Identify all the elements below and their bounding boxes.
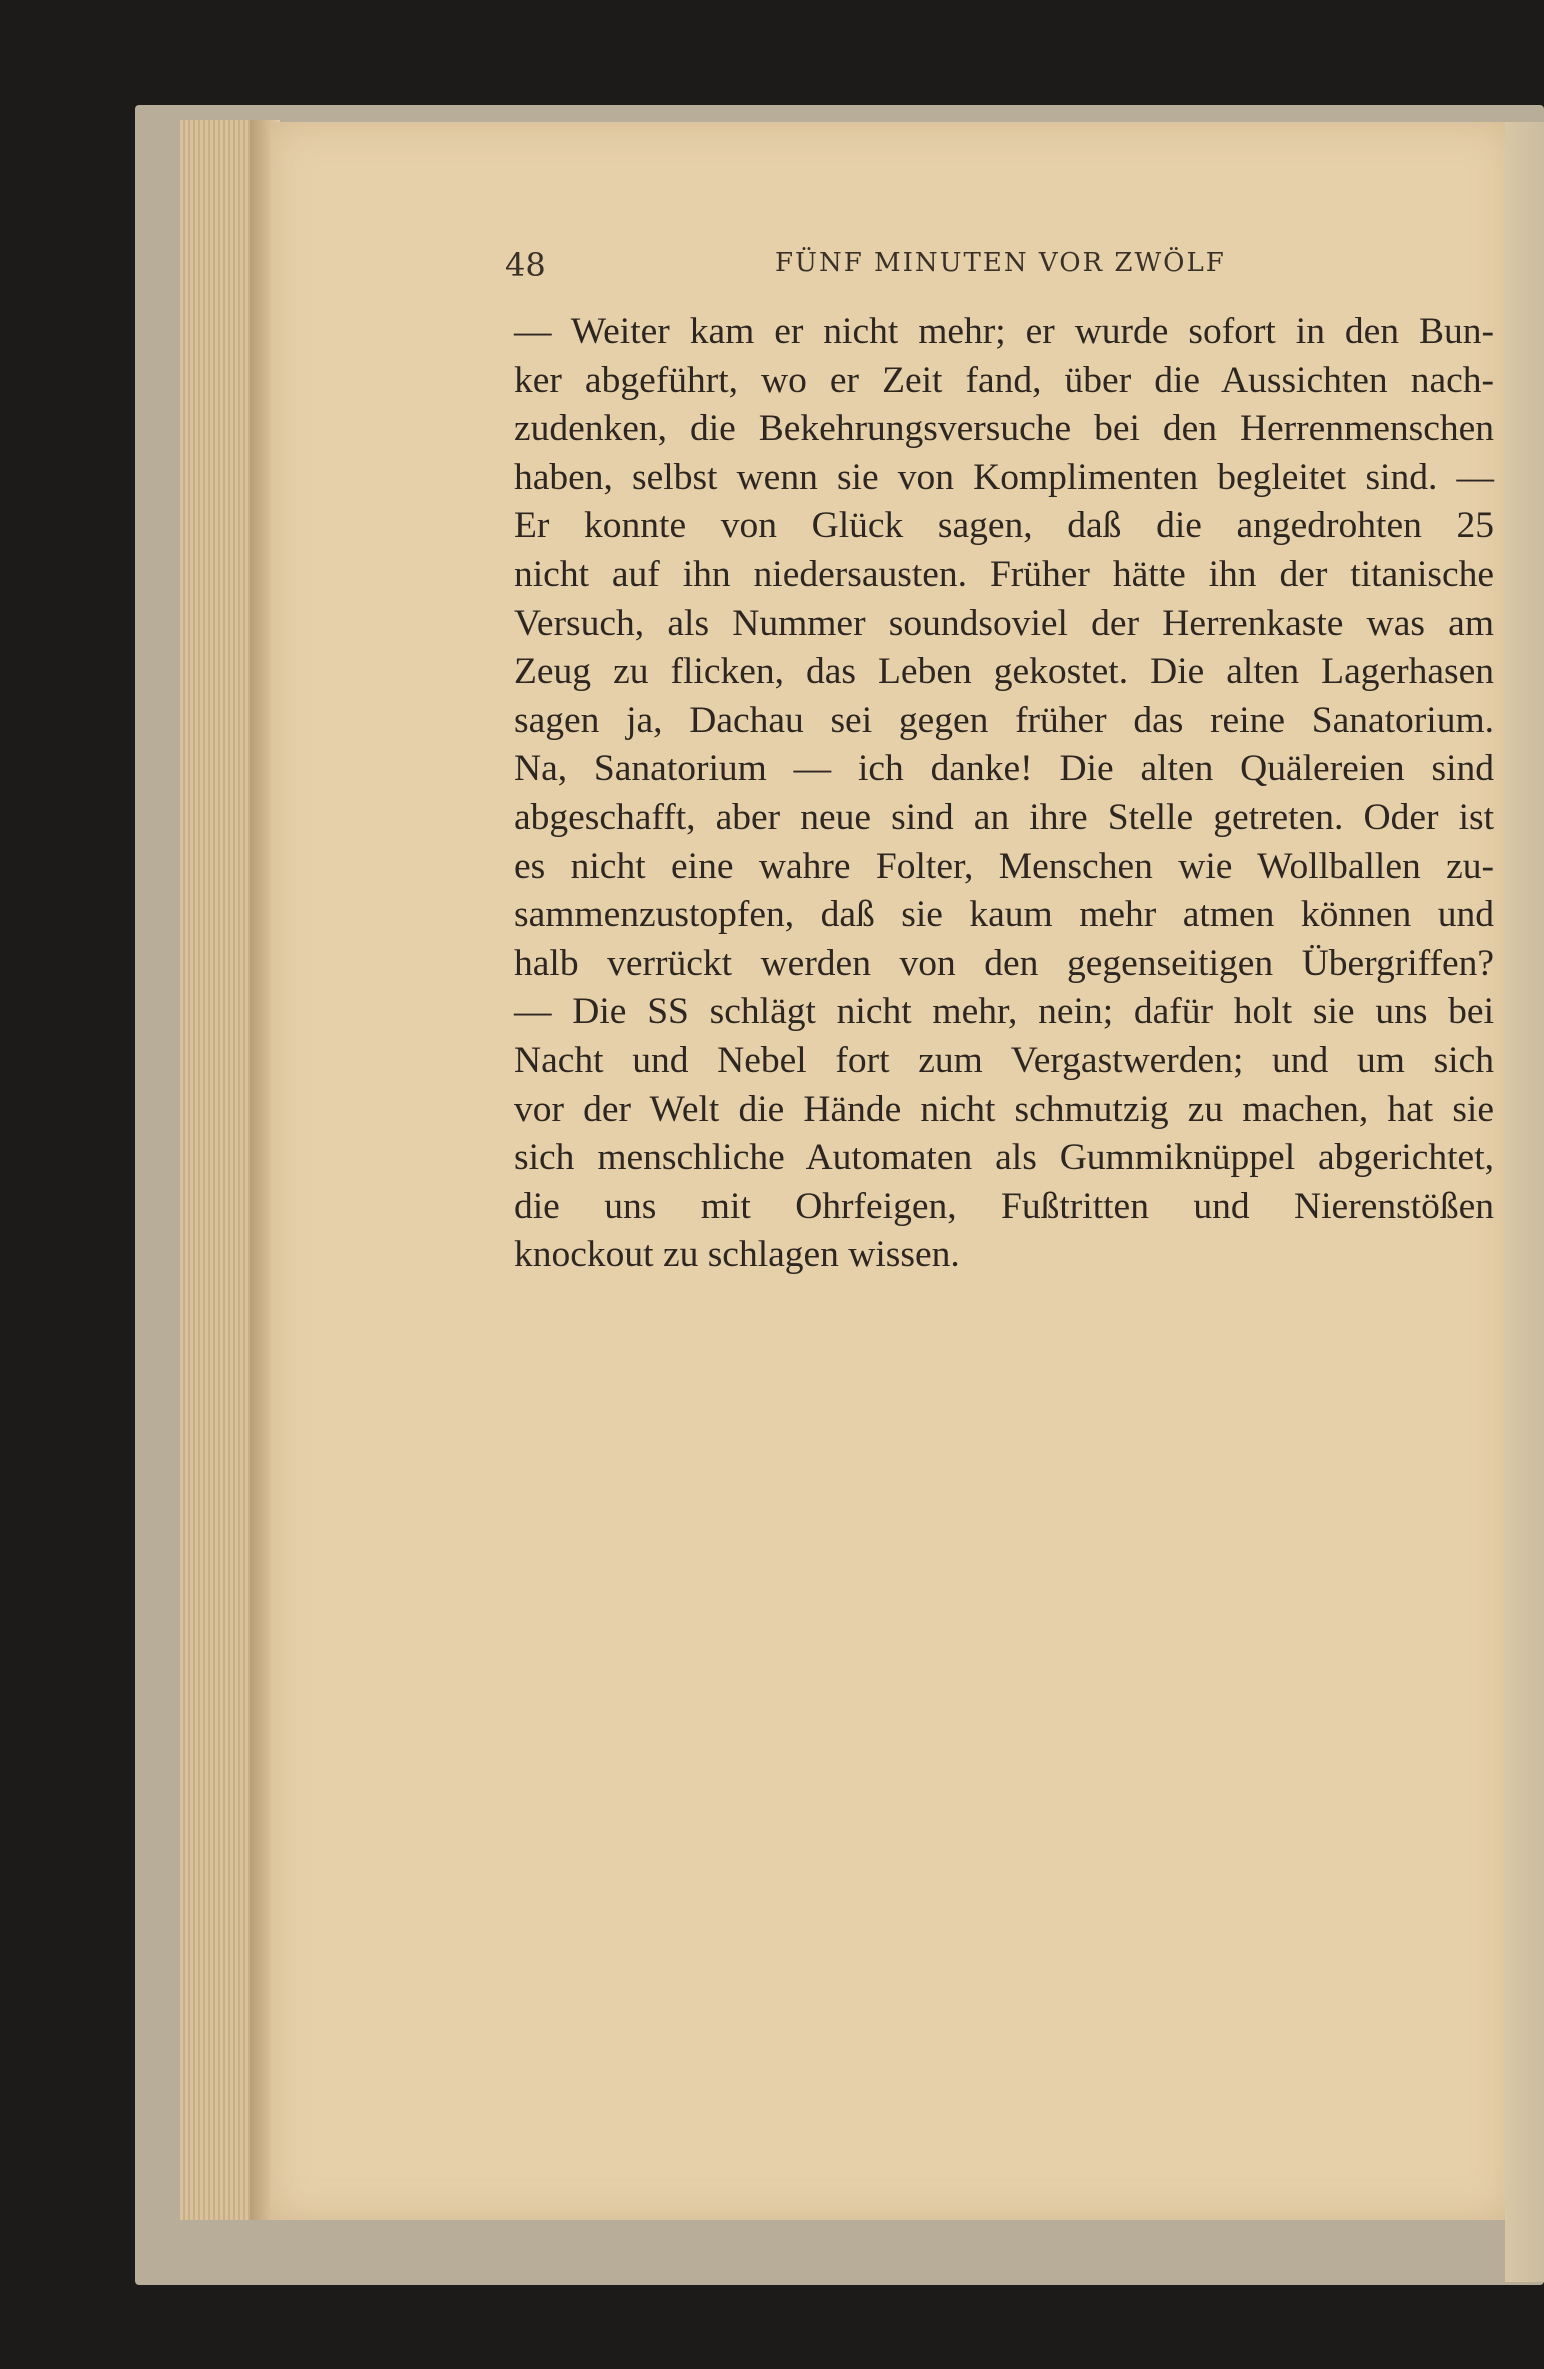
text-line: die uns mit Ohrfeigen, Fußtritten und Nierenstößen — [514, 1185, 1494, 1227]
text-line: — Weiter kam er nicht mehr; er wurde sofort in den Bun- — [514, 311, 1494, 352]
running-head: FÜNF MINUTEN VOR ZWÖLF — [775, 248, 1226, 278]
cover-edge — [1505, 122, 1544, 2282]
text-line: Zeug zu flicken, das Leben gekostet. Die alten Lagerhasen — [514, 651, 1494, 693]
text-line: halb verrückt werden von den gegenseitigen Übergriffen? — [514, 942, 1494, 984]
text-line: Nacht und Nebel fort zum Vergastwerden; und um sich — [514, 1039, 1494, 1081]
text-line: vor der Welt die Hände nicht schmutzig zu machen, hat sie — [514, 1088, 1494, 1130]
text-line: ker abgeführt, wo er Zeit fand, über die Aussichten nach- — [514, 359, 1494, 401]
text-line: sammenzustopfen, daß sie kaum mehr atmen können und — [514, 894, 1494, 936]
text-line: es nicht eine wahre Folter, Menschen wie Wollballen zu- — [514, 845, 1494, 887]
body-text — [514, 308, 1494, 1280]
text-line: Versuch, als Nummer soundsoviel der Herrenkaste was am — [514, 602, 1494, 644]
text-line: sagen ja, Dachau sei gegen früher das reine Sanatorium. — [514, 699, 1494, 741]
page-number: 48 — [505, 246, 546, 284]
text-line: — Die SS schlägt nicht mehr, nein; dafür holt sie uns bei — [514, 991, 1494, 1033]
text-line: haben, selbst wenn sie von Komplimenten begleitet sind. — — [514, 456, 1494, 498]
text-line: Na, Sanatorium — ich danke! Die alten Quälereien sind — [514, 748, 1494, 790]
text-line: abgeschafft, aber neue sind an ihre Stelle getreten. Oder ist — [514, 796, 1494, 838]
page-edges — [180, 120, 260, 2220]
page-header — [505, 236, 1425, 286]
text-line: knockout zu schlagen wissen. — [514, 1234, 960, 1276]
text-line: sich menschliche Automaten als Gummiknüppel abgerichtet, — [514, 1137, 1494, 1179]
text-line: Er konnte von Glück sagen, daß die angedrohten 25 — [514, 505, 1494, 547]
text-line: nicht auf ihn niedersausten. Früher hätte ihn der titanische — [514, 553, 1494, 595]
text-line: zudenken, die Bekehrungsversuche bei den Herrenmenschen — [514, 408, 1494, 450]
